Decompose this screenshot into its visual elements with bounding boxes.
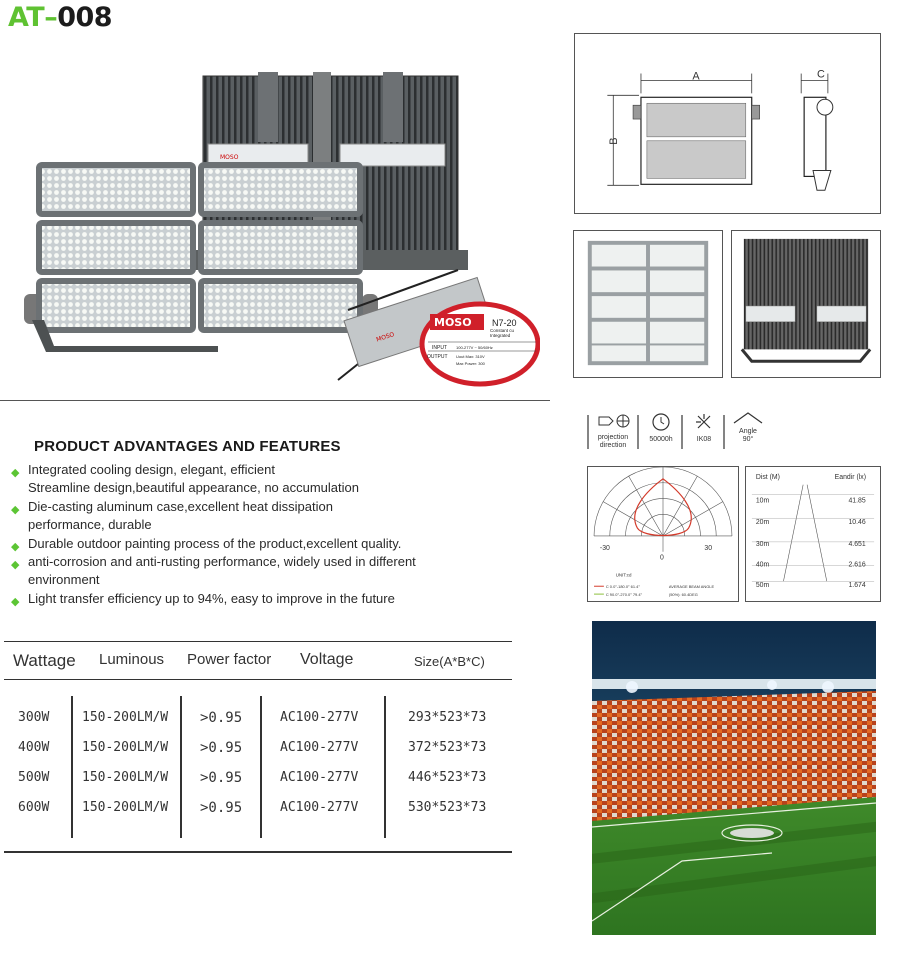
feature-item [10, 498, 450, 535]
icon-label: 50000h [649, 436, 673, 443]
svg-text:MOSO: MOSO [375, 331, 396, 344]
diamond-bullet-icon: ◆ [11, 503, 20, 516]
header-size: Size(A*B*C) [414, 654, 485, 669]
cell-luminous: 150-200LM/W [82, 800, 169, 815]
feature-item [10, 461, 450, 498]
icon-label-top: Angle [739, 428, 757, 435]
polar-average-2: (50%): 60.4DEG [668, 592, 698, 598]
angle-icon [726, 411, 770, 461]
illum-dist: 50m [755, 582, 770, 590]
polar-legend-2: C 90.0°-270.0° 79.4° [605, 592, 643, 598]
cell-voltage: AC100-277V [280, 710, 359, 725]
dim-a-label: A [692, 70, 700, 83]
cell-luminous: 150-200LM/W [82, 740, 169, 755]
clock-icon [641, 411, 681, 461]
header-luminous: Luminous [99, 651, 165, 668]
column-divider [180, 696, 182, 838]
cell-size: 293*523*73 [408, 710, 487, 725]
polar-average-1: AVERAGE BEAM ANGLE [668, 584, 715, 590]
label-power-value: Max Power: 300 [456, 361, 485, 366]
spec-table [4, 641, 512, 853]
header-voltage: Voltage [300, 651, 354, 668]
features-title: PRODUCT ADVANTAGES AND FEATURES [34, 438, 341, 455]
fixture-front-thumbnail [573, 230, 723, 378]
cell-wattage: 600W [18, 800, 50, 815]
label-output: OUTPUT [427, 354, 448, 360]
projection-icon [590, 411, 636, 461]
model-title [8, 2, 112, 33]
dim-b-label: B [608, 137, 621, 145]
illum-header-lux: Eandir (lx) [834, 473, 867, 481]
led-modules [36, 162, 363, 333]
cell-luminous: 150-200LM/W [82, 710, 169, 725]
feature-line: Die-casting aluminum case,excellent heat dissipation [28, 498, 333, 514]
illum-header-dist: Dist (M) [755, 473, 780, 481]
label-input-value: 100-277V ~ 50/60Hz [456, 345, 493, 350]
illum-lux: 4.651 [848, 540, 866, 548]
header-power-factor: Power factor [187, 651, 272, 668]
label-line1: Constant cu [490, 328, 515, 333]
feature-item [10, 535, 450, 553]
icon-label: IK08 [696, 436, 712, 443]
polar-center-tick: 0 [660, 554, 664, 562]
label-line2: Integrated [490, 333, 511, 338]
cell-power-factor: >0.95 [200, 740, 243, 756]
features-list [10, 461, 450, 608]
polar-unit: UNIT:cd [615, 572, 632, 578]
diamond-bullet-icon: ◆ [11, 467, 20, 479]
stadium-photo [592, 621, 876, 935]
illum-lux: 41.85 [848, 497, 866, 505]
table-header-rule [4, 679, 512, 680]
polar-left-tick: -30 [599, 544, 610, 552]
label-output-value: Uout Max: 310V [456, 354, 485, 359]
feature-line: performance, durable [28, 517, 152, 533]
cell-wattage: 500W [18, 770, 50, 785]
cell-luminous: 150-200LM/W [82, 770, 169, 785]
cell-wattage: 300W [18, 710, 50, 725]
diamond-bullet-icon: ◆ [11, 559, 20, 572]
polar-light-distribution [587, 466, 739, 602]
cell-size: 446*523*73 [408, 770, 487, 785]
driver-logo: MOSO [220, 154, 239, 161]
diamond-bullet-icon: ◆ [11, 540, 20, 553]
impact-icon [685, 411, 723, 461]
table-top-rule [4, 641, 512, 642]
illum-dist: 40m [755, 561, 770, 569]
column-divider [260, 696, 262, 838]
product-hero-image [18, 70, 540, 390]
column-divider [71, 696, 73, 838]
cell-power-factor: >0.95 [200, 710, 243, 726]
illum-lux: 10.46 [848, 519, 866, 527]
feature-line: anti-corrosion and anti-rusting performance, widely used in different [28, 554, 416, 570]
feature-line: Integrated cooling design, elegant, efficient [28, 462, 275, 477]
label-input: INPUT [432, 345, 447, 351]
polar-right-tick: 30 [704, 544, 713, 552]
section-divider [0, 400, 550, 401]
feature-line: Durable outdoor painting process of the product,excellent quality. [28, 535, 402, 551]
illuminance-chart [745, 466, 881, 602]
cell-size: 530*523*73 [408, 800, 487, 815]
illum-lux: 1.674 [848, 582, 866, 590]
cell-voltage: AC100-277V [280, 770, 359, 785]
label-model: N7-20 [492, 318, 517, 328]
polar-legend-1: C 0.0°-180.0° 61.4° [605, 584, 640, 590]
dimension-drawing [574, 33, 881, 214]
illum-lux: 2.616 [848, 561, 866, 569]
model-number: 008 [57, 2, 113, 33]
header-wattage: Wattage [13, 651, 76, 670]
illum-dist: 10m [755, 497, 770, 505]
icon-label: 90° [742, 436, 754, 443]
feature-line: Light transfer efficiency up to 94%, easy to improve in the future [28, 590, 395, 606]
cell-power-factor: >0.95 [200, 800, 243, 816]
cell-power-factor: >0.95 [200, 770, 243, 786]
icon-label: projection direction [597, 434, 629, 449]
cell-voltage: AC100-277V [280, 800, 359, 815]
cell-size: 372*523*73 [408, 740, 487, 755]
model-prefix: AT [8, 2, 45, 33]
feature-item [10, 553, 450, 590]
diamond-bullet-icon: ◆ [11, 595, 20, 608]
feature-line: Streamline design,beautiful appearance, no accumulation [28, 480, 359, 496]
cell-voltage: AC100-277V [280, 740, 359, 755]
illum-dist: 30m [755, 540, 770, 548]
label-brand: MOSO [434, 316, 472, 329]
cell-wattage: 400W [18, 740, 50, 755]
dim-c-label: C [817, 68, 825, 81]
illum-dist: 20m [755, 519, 770, 527]
feature-icons [586, 411, 772, 461]
feature-item [10, 590, 450, 608]
feature-line: environment [28, 572, 100, 588]
model-dash: – [44, 2, 58, 33]
table-bottom-rule [4, 851, 512, 853]
fixture-back-thumbnail [731, 230, 881, 378]
column-divider [384, 696, 386, 838]
